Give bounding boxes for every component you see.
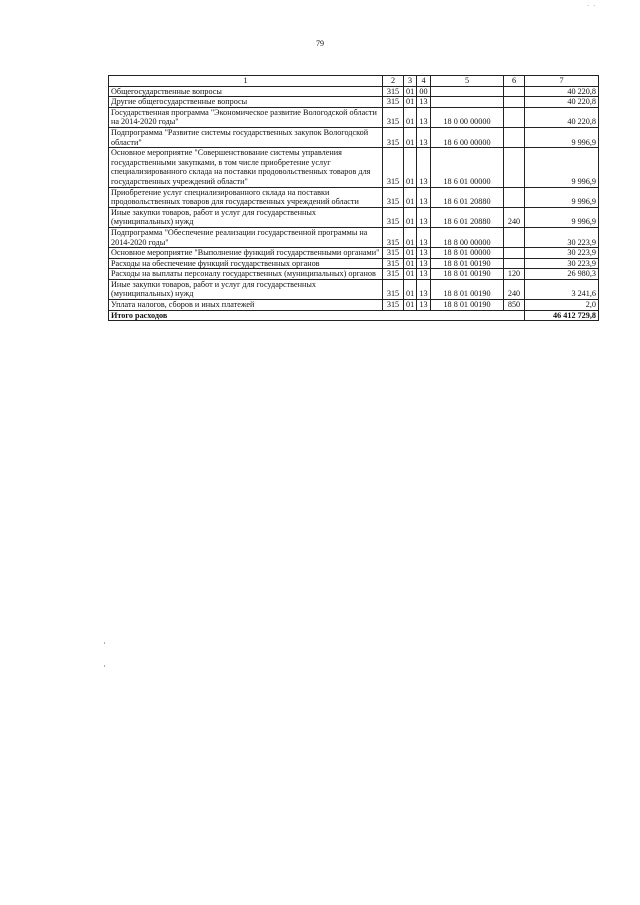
row-code-4-cell: 00 [417,86,431,97]
row-code-5-cell: 18 6 00 00000 [431,127,504,147]
row-amount-cell: 40 220,8 [525,97,599,108]
total-label: Итого расходов [109,310,525,321]
row-amount-cell: 26 980,3 [525,269,599,280]
header-cell-4: 4 [417,76,431,87]
row-amount-cell: 40 220,8 [525,86,599,97]
table-row [109,227,599,247]
header-cell-1: 1 [109,76,383,87]
row-code-2-cell: 315 [383,97,404,108]
corner-mark: · · [587,2,597,10]
header-cell-3: 3 [404,76,417,87]
row-code-3-cell: 01 [404,248,417,259]
row-code-2-cell: 315 [383,279,404,299]
row-code-3-cell: 01 [404,269,417,280]
row-code-3-cell: 01 [404,127,417,147]
row-code-5-cell: 18 8 01 00190 [431,279,504,299]
row-code-5-cell: 18 6 01 20880 [431,187,504,207]
row-code-6-cell: 120 [504,269,525,280]
total-row [109,310,599,321]
row-code-6-cell [504,148,525,187]
row-code-2-cell: 315 [383,127,404,147]
row-amount-cell: 9 996,9 [525,148,599,187]
row-code-6-cell [504,127,525,147]
row-code-6-cell [504,187,525,207]
row-name-cell: Другие общегосударственные вопросы [109,97,383,108]
row-code-4-cell: 13 [417,187,431,207]
row-code-4-cell: 13 [417,279,431,299]
row-amount-cell: 9 996,9 [525,187,599,207]
row-amount-cell: 9 996,9 [525,207,599,227]
row-amount-cell: 9 996,9 [525,127,599,147]
row-code-2-cell: 315 [383,207,404,227]
row-code-6-cell: 240 [504,279,525,299]
table-row [109,127,599,147]
row-code-4-cell: 13 [417,127,431,147]
row-code-5-cell [431,97,504,108]
row-code-3-cell: 01 [404,207,417,227]
row-code-5-cell: 18 6 01 00000 [431,148,504,187]
row-code-3-cell: 01 [404,86,417,97]
row-code-3-cell: 01 [404,258,417,269]
row-amount-cell: 30 223,9 [525,227,599,247]
row-code-2-cell: 315 [383,107,404,127]
row-code-4-cell: 13 [417,248,431,259]
row-name-cell: Расходы на выплаты персоналу государственных (муниципальных) органов [109,269,383,280]
row-amount-cell: 2,0 [525,300,599,311]
row-name-cell: Иные закупки товаров, работ и услуг для государственных (муниципальных) нужд [109,279,383,299]
budget-table [108,75,599,321]
row-code-2-cell: 315 [383,300,404,311]
page-number: 79 [316,39,324,48]
header-cell-7: 7 [525,76,599,87]
row-code-5-cell: 18 6 01 20880 [431,207,504,227]
row-code-4-cell: 13 [417,107,431,127]
row-code-3-cell: 01 [404,107,417,127]
row-amount-cell: 30 223,9 [525,258,599,269]
row-code-5-cell: 18 8 01 00190 [431,300,504,311]
row-amount-cell: 3 241,6 [525,279,599,299]
row-name-cell: Основное мероприятие "Совершенствование системы управления государственными закупками, в том числе приобретение услуг специализированного склада на поставки продовольственных товаров для государственных учреждений области" [109,148,383,187]
row-code-5-cell [431,86,504,97]
header-cell-5: 5 [431,76,504,87]
scan-mark [104,665,105,667]
table-row [109,97,599,108]
table-row [109,107,599,127]
scan-mark [104,642,105,644]
row-name-cell: Государственная программа "Экономическое развитие Вологодской области на 2014-2020 годы" [109,107,383,127]
row-code-6-cell [504,258,525,269]
row-code-2-cell: 315 [383,187,404,207]
row-code-4-cell: 13 [417,207,431,227]
table-body [109,86,599,310]
table-row [109,187,599,207]
row-code-4-cell: 13 [417,227,431,247]
row-code-3-cell: 01 [404,300,417,311]
row-name-cell: Расходы на обеспечение функций государственных органов [109,258,383,269]
table-row [109,86,599,97]
row-code-6-cell: 850 [504,300,525,311]
row-code-3-cell: 01 [404,279,417,299]
total-value: 46 412 729,8 [525,310,599,321]
row-code-5-cell: 18 8 01 00190 [431,258,504,269]
row-amount-cell: 30 223,9 [525,248,599,259]
row-code-5-cell: 18 8 01 00000 [431,248,504,259]
table-row [109,148,599,187]
row-code-4-cell: 13 [417,258,431,269]
table-row [109,279,599,299]
row-code-3-cell: 01 [404,187,417,207]
row-code-4-cell: 13 [417,97,431,108]
row-code-6-cell [504,107,525,127]
row-name-cell: Общегосударственные вопросы [109,86,383,97]
row-code-2-cell: 315 [383,248,404,259]
row-name-cell: Основное мероприятие "Выполнение функций государственными органами" [109,248,383,259]
row-code-4-cell: 13 [417,300,431,311]
row-name-cell: Уплата налогов, сборов и иных платежей [109,300,383,311]
row-name-cell: Иные закупки товаров, работ и услуг для государственных (муниципальных) нужд [109,207,383,227]
row-code-4-cell: 13 [417,269,431,280]
row-code-2-cell: 315 [383,86,404,97]
row-code-6-cell [504,248,525,259]
row-code-6-cell: 240 [504,207,525,227]
row-amount-cell: 40 220,8 [525,107,599,127]
row-code-3-cell: 01 [404,148,417,187]
table-row [109,300,599,311]
header-cell-6: 6 [504,76,525,87]
row-code-6-cell [504,227,525,247]
row-code-5-cell: 18 8 00 00000 [431,227,504,247]
row-code-2-cell: 315 [383,227,404,247]
row-name-cell: Подпрограмма "Обеспечение реализации государственной программы на 2014-2020 годы" [109,227,383,247]
row-code-2-cell: 315 [383,258,404,269]
header-cell-2: 2 [383,76,404,87]
table-row [109,207,599,227]
row-name-cell: Подпрограмма "Развитие системы государственных закупок Вологодской области" [109,127,383,147]
row-name-cell: Приобретение услуг специализированного склада на поставки продовольственных товаров для государственных учреждений области [109,187,383,207]
row-code-5-cell: 18 0 00 00000 [431,107,504,127]
table-row [109,269,599,280]
row-code-6-cell [504,97,525,108]
row-code-2-cell: 315 [383,269,404,280]
table-row [109,248,599,259]
row-code-3-cell: 01 [404,97,417,108]
row-code-4-cell: 13 [417,148,431,187]
row-code-3-cell: 01 [404,227,417,247]
row-code-2-cell: 315 [383,148,404,187]
header-row [109,76,599,87]
row-code-6-cell [504,86,525,97]
row-code-5-cell: 18 8 01 00190 [431,269,504,280]
table-row [109,258,599,269]
